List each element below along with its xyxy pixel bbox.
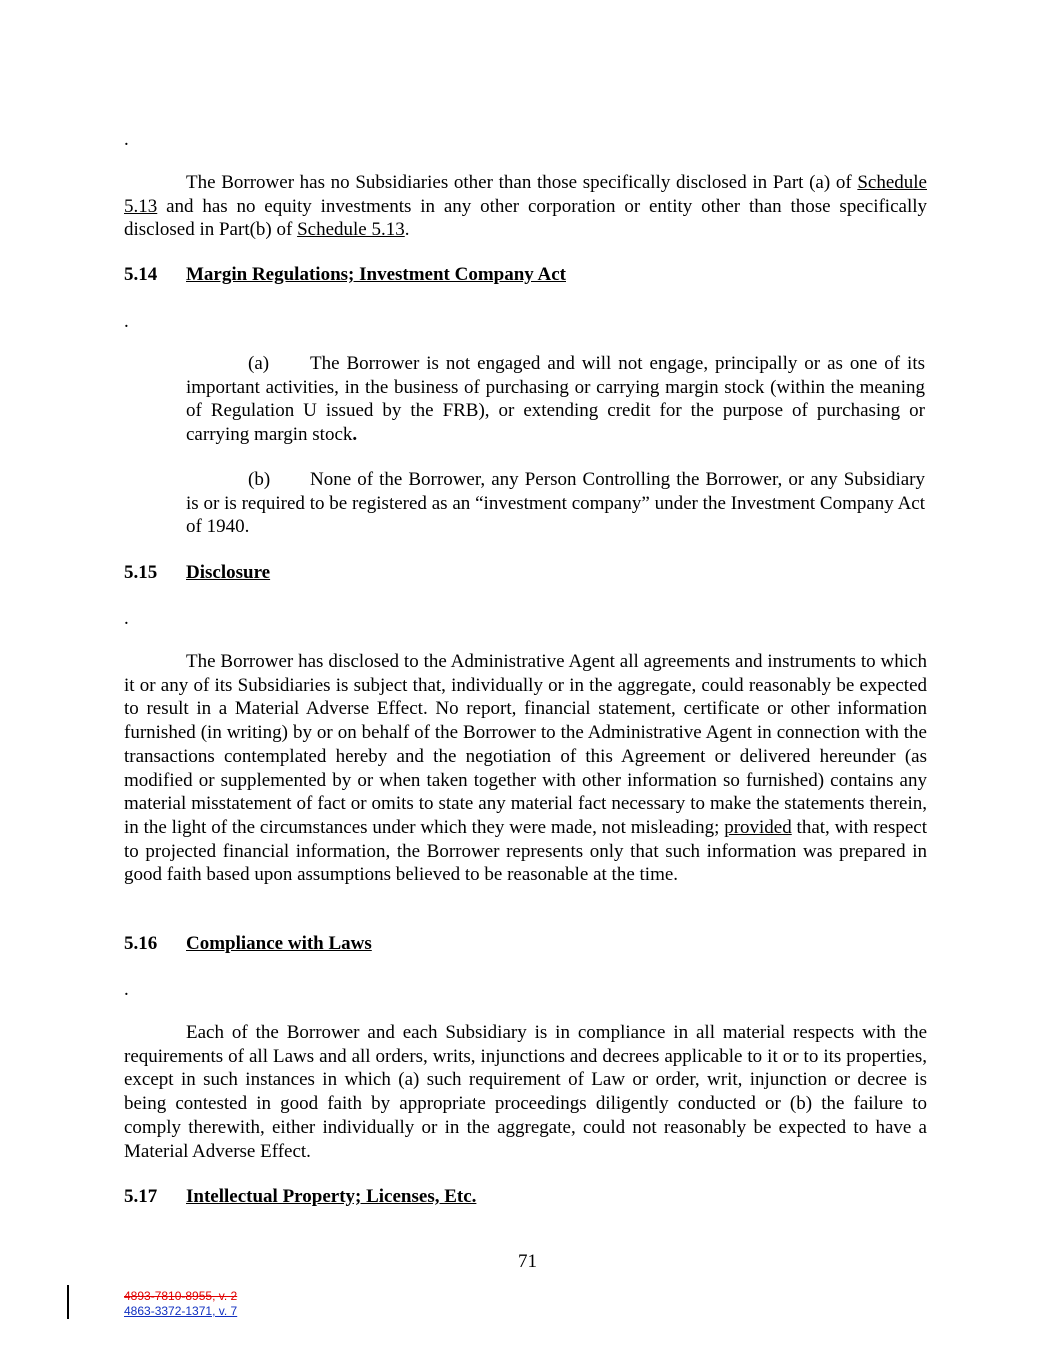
change-bar: [67, 1285, 69, 1319]
placeholder-dot: .: [124, 979, 129, 1000]
section-heading-5-14: 5.14 Margin Regulations; Investment Company Act: [124, 264, 566, 285]
paragraph-disclosure: The Borrower has disclosed to the Administrative Agent all agreements and instruments to which it or any of its Subsidiaries is subject that, individually or in the aggregate, could reasonably be expected to result in a Material Adverse Effect. No report, financial statement, certificate or other information furnished (in writing) by or on behalf of the Borrower to the Administrative Agent in connection with the transactions contemplated hereby and the negotiation of this Agreement or delivered hereunder (as modified or supplemented by or when taken together with other information so furnished) contains any material misstatement of fact or omits to state any material fact necessary to make the statements therein, in the light of the circumstances under which they were made, not misleading; provided that, with respect to projected financial information, the Borrower represents only that such information was prepared in good faith based upon assumptions believed to be reasonable at the time.: [124, 651, 927, 886]
paragraph-subsidiaries: The Borrower has no Subsidiaries other than those specifically disclosed in Part (a) of Schedule 5.13 and has no equity investments in any other corporation or entity other than those specifically disclosed in Part(b) of Schedule 5.13.: [124, 172, 927, 241]
page-number: 71: [518, 1251, 537, 1272]
placeholder-dot: .: [124, 608, 129, 629]
inserted-document-id: 4863-3372-1371, v. 7: [124, 1304, 238, 1318]
deleted-document-id: 4893-7810-8955, v. 2: [124, 1289, 238, 1303]
subsection-b: (b) None of the Borrower, any Person Controlling the Borrower, or any Subsidiary is or is required to be registered as an “investment company” under the Investment Company Act of 1940.: [186, 469, 925, 538]
schedule-link: Schedule 5.13: [297, 219, 405, 241]
placeholder-dot: .: [124, 129, 129, 150]
placeholder-dot: .: [124, 311, 129, 332]
section-heading-5-15: 5.15 Disclosure: [124, 562, 271, 583]
section-heading-5-17: 5.17 Intellectual Property; Licenses, Etc.: [124, 1186, 477, 1207]
subsection-a: (a) The Borrower is not engaged and will not engage, principally or as one of its important activities, in the business of purchasing or carrying margin stock (within the meaning of Regulation U issued by the FRB), or extending credit for the purpose of purchasing or carrying margin stock.: [186, 353, 925, 446]
schedule-link: Schedule 5.13: [124, 172, 927, 217]
section-heading-5-16: 5.16 Compliance with Laws: [124, 933, 372, 954]
provided-term: provided: [724, 816, 792, 838]
paragraph-compliance: Each of the Borrower and each Subsidiary is in compliance in all material respects with the requirements of all Laws and all orders, writs, injunctions and decrees applicable to it or to its properties, except in such instances in which (a) such requirement of Law or order, writ, injunction or decree is being contested in good faith by appropriate proceedings diligently conducted or (b) the failure to comply therewith, either individually or in the aggregate, could not reasonably be expected to have a Material Adverse Effect.: [124, 1022, 927, 1162]
